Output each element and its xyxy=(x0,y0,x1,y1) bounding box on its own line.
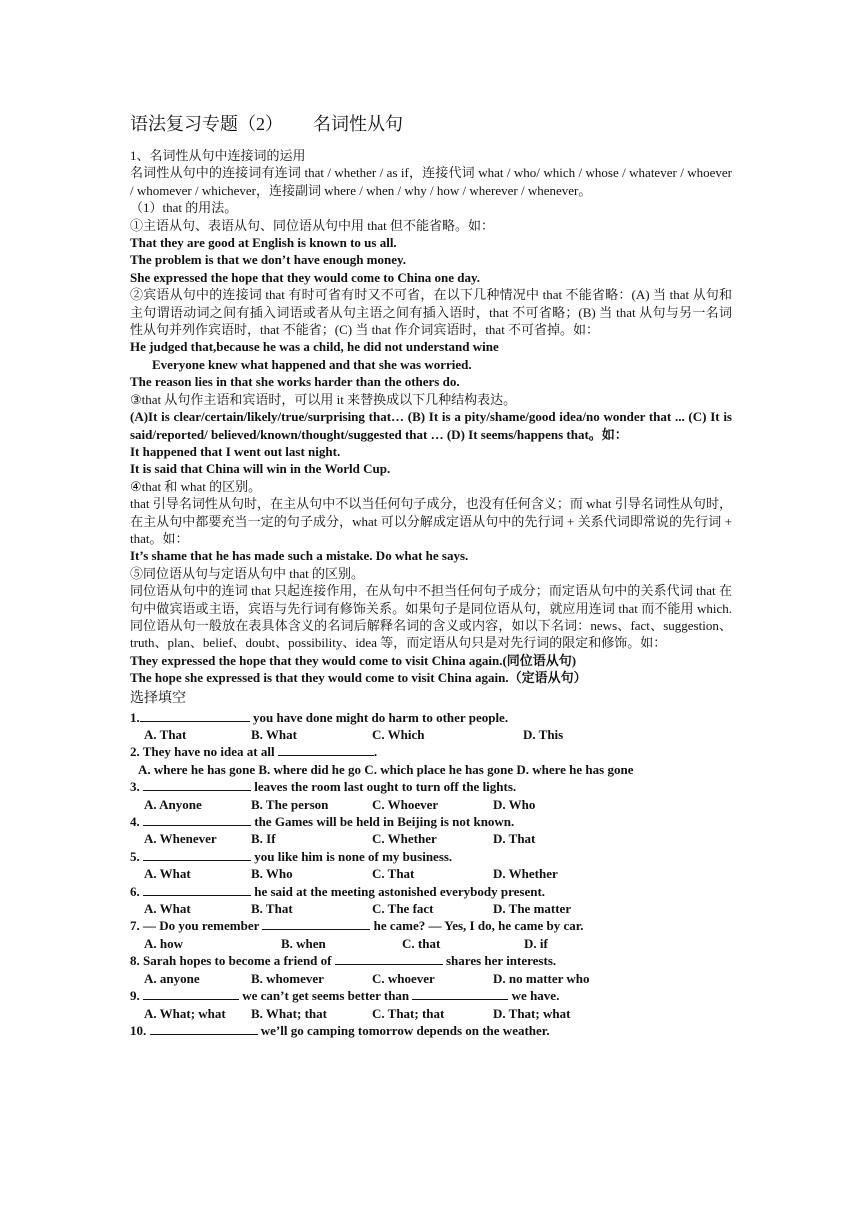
option[interactable]: D. no matter who xyxy=(493,970,590,986)
option[interactable]: A. anyone xyxy=(144,970,200,986)
option[interactable]: D. Whether xyxy=(493,866,558,882)
option[interactable]: A. That xyxy=(144,727,187,742)
paragraph: (A)It is clear/certain/likely/true/surprising that… (B) It is a pity/shame/good idea/no wonder that ... (C) It is said/reported/ believed/known/thought/suggested that … (D) It seems/happens that。如： xyxy=(130,409,732,442)
option[interactable]: A. how xyxy=(144,935,184,951)
paragraph: ①主语从句、表语从句、同位语从句中用 that 但不能省略。如： xyxy=(130,217,494,233)
title-part2: 名词性从句 xyxy=(313,114,403,134)
section-heading: 1、名词性从句中连接词的运用 xyxy=(130,148,306,163)
paragraph: ③that 从句作主语和宾语时，可以用 it 来替换成以下几种结构表达。 xyxy=(130,391,517,407)
option[interactable]: B. when xyxy=(281,935,326,951)
subheading: ⑤同位语从句与定语从句中 that 的区别。 xyxy=(130,565,364,581)
paragraph: that 引导名词性从句时，在主从句中不以当任何句子成分，也没有任何含义；而 what 引导名词性从句时，在主从句中都要充当一定的句子成分，what 可以分解成定语从句中的先行词 + 关系代词即常说的先行词 + that。如： xyxy=(130,496,732,546)
question-6-options xyxy=(130,900,732,917)
example-sentence: She expressed the hope that they would come to China one day. xyxy=(130,269,481,285)
option[interactable]: D. if xyxy=(524,935,548,951)
option[interactable]: C. whoever xyxy=(372,970,435,986)
option[interactable]: C. That; that xyxy=(372,1005,445,1021)
option[interactable]: C. Whoever xyxy=(372,796,439,812)
option[interactable]: D. This xyxy=(523,727,564,742)
option[interactable]: B. The person xyxy=(251,796,329,812)
example-sentence: The reason lies in that she works harder than the others do. xyxy=(130,374,460,390)
example-sentence: It happened that I went out last night. xyxy=(130,443,341,459)
paragraph: 名词性从句中的连接词有连词 that / whether / as if，连接代词 what / who/ which / whose / whatever / whoever / whomever / whichever，连接副词 where / when / why / how / wherever / whenever。 xyxy=(130,165,732,198)
question-9-options xyxy=(130,1005,732,1022)
exercise-heading: 选择填空 xyxy=(130,690,186,706)
subheading: ④that 和 what 的区别。 xyxy=(130,478,262,494)
option[interactable]: C. Which xyxy=(372,727,425,742)
question-2: 2. They have no idea at all . xyxy=(130,744,378,760)
page-title xyxy=(130,112,732,136)
example-sentence: The hope she expressed is that they would come to visit China again.（定语从句） xyxy=(130,670,587,686)
answer-blank[interactable] xyxy=(278,743,374,756)
option[interactable]: A. Whenever xyxy=(144,831,217,847)
option[interactable]: D. That; what xyxy=(493,1005,571,1021)
answer-blank[interactable] xyxy=(143,987,239,1000)
question-10: 10. we’ll go camping tomorrow depends on the weather. xyxy=(130,1022,550,1038)
question-5: 5. you like him is none of my business. xyxy=(130,848,453,864)
question-2-options[interactable]: A. where he has gone B. where did he go C. which place he has gone D. where he has gone xyxy=(138,761,634,777)
option[interactable]: B. That xyxy=(251,901,293,917)
option[interactable]: B. whomever xyxy=(251,970,324,986)
paragraph: ②宾语从句中的连接词 that 有时可省有时又不可省，在以下几种情况中 that 不能省略：(A) 当 that 从句和主句谓语动词之间有插入词语或者从句主语之间有插入语时，that 不可省略；(B) 当 that 从句与另一名词性从句并列作宾语时，that 不能省；(C) 当 that 作介词宾语时，that 不可省掉。如： xyxy=(130,287,732,338)
question-6: 6. he said at the meeting astonished everybody present. xyxy=(130,883,546,899)
document-page xyxy=(130,112,732,1039)
question-4-options xyxy=(130,830,732,847)
option[interactable]: D. That xyxy=(493,831,536,847)
question-8-options xyxy=(130,970,732,987)
option[interactable]: C. That xyxy=(372,866,415,882)
example-sentence: That they are good at English is known to us all. xyxy=(130,235,397,251)
answer-blank[interactable] xyxy=(143,778,251,791)
subheading: （1）that 的用法。 xyxy=(130,200,238,216)
question-3-options xyxy=(130,796,732,813)
answer-blank[interactable] xyxy=(143,813,251,826)
question-1-options xyxy=(130,726,732,743)
option[interactable]: A. Anyone xyxy=(144,796,202,812)
answer-blank[interactable] xyxy=(335,952,443,965)
answer-blank[interactable] xyxy=(140,709,250,722)
option[interactable]: C. Whether xyxy=(372,831,437,847)
answer-blank[interactable] xyxy=(143,848,251,861)
option[interactable]: B. What xyxy=(251,727,297,742)
example-sentence: It’s shame that he has made such a mistake. Do what he says. xyxy=(130,548,469,564)
answer-blank[interactable] xyxy=(412,987,508,1000)
answer-blank[interactable] xyxy=(143,883,251,896)
answer-blank[interactable] xyxy=(150,1022,258,1035)
example-sentence: Everyone knew what happened and that she was worried. xyxy=(152,356,472,372)
option[interactable]: B. What; that xyxy=(251,1005,327,1021)
question-8: 8. Sarah hopes to become a friend of shares her interests. xyxy=(130,953,557,969)
example-sentence: They expressed the hope that they would come to visit China again.(同位语从句) xyxy=(130,652,577,668)
question-9: 9. we can’t get seems better than we have. xyxy=(130,988,560,1004)
option[interactable]: C. The fact xyxy=(372,901,434,917)
question-7-options xyxy=(130,935,732,952)
question-1: 1. you have done might do harm to other people. xyxy=(130,709,509,725)
option[interactable]: B. If xyxy=(251,831,276,847)
option[interactable]: D. The matter xyxy=(493,901,572,917)
example-sentence: It is said that China will win in the World Cup. xyxy=(130,461,391,477)
answer-blank[interactable] xyxy=(262,917,370,930)
question-4: 4. the Games will be held in Beijing is not known. xyxy=(130,814,515,830)
question-5-options xyxy=(130,865,732,882)
option[interactable]: A. What xyxy=(144,901,191,917)
example-sentence: The problem is that we don’t have enough money. xyxy=(130,252,407,268)
option[interactable]: A. What; what xyxy=(144,1005,226,1021)
paragraph: 同位语从句中的连词 that 只起连接作用，在从句中不担当任何句子成分；而定语从句中的关系代词 that 在句中做宾语或主语，宾语与先行词有修饰关系。如果句子是同位语从句，就应用连词 that 而不能用 which.同位语从句一般放在表具体含义的名词后解释名词的含义或内容，如以下名词：news、fact、suggestion、truth、plan、belief、doubt、possibility、idea 等，而定语从句只是对先行词的限定和修饰。如： xyxy=(130,583,732,651)
question-7: 7. — Do you remember he came? — Yes, I do, he came by car. xyxy=(130,918,584,934)
option[interactable]: B. Who xyxy=(251,866,293,882)
option[interactable]: C. that xyxy=(402,935,441,951)
title-part1: 语法复习专题（2） xyxy=(130,114,283,134)
option[interactable]: A. What xyxy=(144,866,191,882)
example-sentence: He judged that,because he was a child, he did not understand wine xyxy=(130,339,499,355)
option[interactable]: D. Who xyxy=(493,796,536,812)
question-3: 3. leaves the room last ought to turn off the lights. xyxy=(130,779,517,795)
